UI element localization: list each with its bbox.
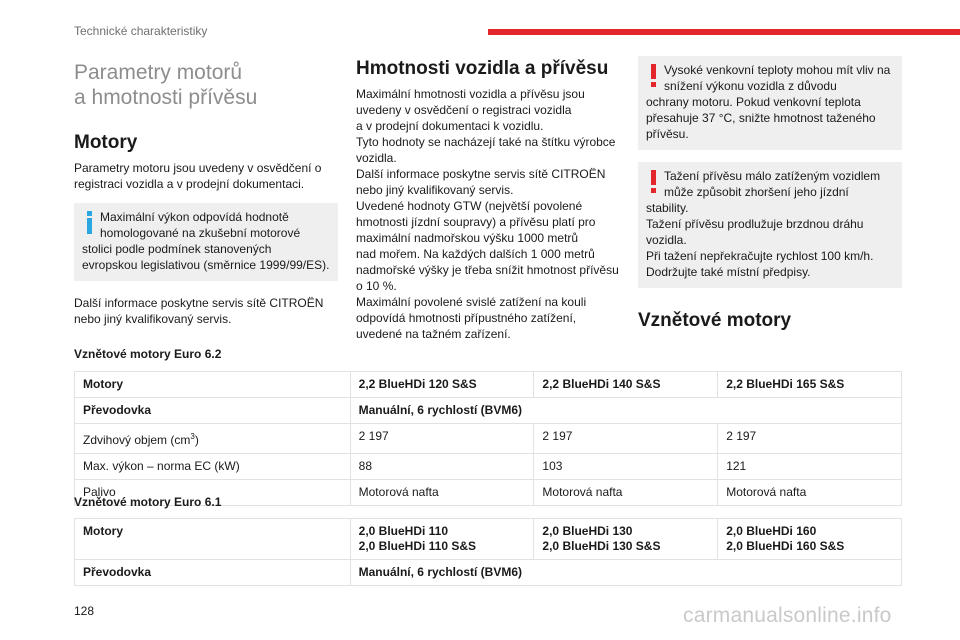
column-right: [638, 56, 902, 338]
warning-note-towing: Tažení přívěsu málo zatíženým vozidlem může způsobit zhoršení jeho jízdní stability. Tažení přívěsu prodlužuje brzdnou dráhu vozidla. Při tažení nepřekračujte rychlost 100 km/h. Dodržujte také místní předpisy.: [638, 162, 902, 288]
table-cell: 121: [718, 454, 902, 480]
paragraph-motory: Parametry motoru jsou uvedeny v osvědčení o registraci vozidla a v prodejní dokumentaci.: [74, 161, 322, 191]
paragraph-line: Další informace poskytne servis sítě CITROËN nebo jiný kvalifikovaný servis.: [356, 167, 606, 197]
table-cell: 2,2 BlueHDi 140 S&S: [534, 372, 718, 398]
table-cell: Manuální, 6 rychlostí (BVM6): [350, 398, 901, 424]
info-icon: [86, 211, 92, 233]
table-row: [75, 519, 902, 560]
paragraph-line: Maximální hmotnosti vozidla a přívěsu jsou uvedeny v osvědčení o registraci vozidla: [356, 87, 585, 117]
table-cell: Max. výkon – norma EC (kW): [75, 454, 351, 480]
table-row: [75, 424, 902, 454]
table-cell: 2,2 BlueHDi 165 S&S: [718, 372, 902, 398]
table-title-euro62: Vznětové motory Euro 6.2: [74, 347, 222, 361]
paragraph-line: a v prodejní dokumentaci k vozidlu.: [356, 119, 544, 133]
table-row: [75, 560, 902, 586]
table-cell: 2,0 BlueHDi 160 2,0 BlueHDi 160 S&S: [718, 519, 902, 560]
column-left: [74, 56, 338, 327]
column-middle: [356, 56, 620, 342]
table-cell: Zdvihový objem $(cm^3)$: [75, 424, 351, 454]
paragraph-line: Tyto hodnoty se nacházejí také na štítku výrobce vozidla.: [356, 135, 616, 165]
table-title-euro61: Vznětové motory Euro 6.1: [74, 495, 222, 509]
table-row: [75, 454, 902, 480]
table-cell: Převodovka: [75, 560, 351, 586]
section-title: Parametry motorů a hmotnosti přívěsu: [74, 61, 258, 109]
table-cell: Převodovka: [75, 398, 351, 424]
paragraph-service: Další informace poskytne servis sítě CITROËN nebo jiný kvalifikovaný servis.: [74, 296, 324, 326]
table-cell: Motorová nafta: [534, 480, 718, 506]
paragraph-line: nad mořem. Na každých dalších 1 000 metrů nadmořské výšky je třeba snížit hmotnost přívěsu o 10 %.: [356, 247, 619, 293]
paragraph-line: Uvedené hodnoty GTW (největší povolené hmotnosti jízdní soupravy) a přívěsu platí pro maximální nadmořskou výšku 1000 metrů: [356, 199, 596, 245]
table-cell: Motory: [75, 372, 351, 398]
table-cell: Motory: [75, 519, 351, 560]
table-cell: 2,2 BlueHDi 120 S&S: [350, 372, 534, 398]
table-cell: Manuální, 6 rychlostí (BVM6): [350, 560, 901, 586]
table-cell: Motorová nafta: [350, 480, 534, 506]
heading-motory: Motory: [74, 132, 138, 153]
table-cell: 2,0 BlueHDi 110 2,0 BlueHDi 110 S&S: [350, 519, 534, 560]
warning-icon: [650, 170, 656, 192]
table-cell: 103: [534, 454, 718, 480]
table-cell: 2,0 BlueHDi 130 2,0 BlueHDi 130 S&S: [534, 519, 718, 560]
table-cell: 2 197: [350, 424, 534, 454]
table-cell: Motorová nafta: [718, 480, 902, 506]
warning-icon: [650, 64, 656, 86]
table-cell: 88: [350, 454, 534, 480]
engine-table-euro62: [74, 371, 902, 506]
table-row: [75, 372, 902, 398]
table-row: [75, 398, 902, 424]
heading-hmotnosti: Hmotnosti vozidla a přívěsu: [356, 58, 609, 79]
engine-table-euro61: [74, 518, 902, 586]
watermark: carmanualsonline.info: [683, 604, 892, 627]
warning-note-temperature: Vysoké venkovní teploty mohou mít vliv na snížení výkonu vozidla z důvodu ochrany motoru. Pokud venkovní teplota přesahuje 37 °C, snižte hmotnost taženého přívěsu.: [638, 56, 902, 150]
info-note: Maximální výkon odpovídá hodnotě homologované na zkušební motorové stolici podle podmínek stanovených evropskou legislativou (směrnice 1999/99/ES).: [74, 203, 338, 281]
page-number: 128: [74, 604, 95, 618]
running-header: Technické charakteristiky: [74, 24, 208, 38]
header-accent-bar: [488, 29, 960, 35]
table-cell: 2 197: [718, 424, 902, 454]
paragraph-line: Maximální povolené svislé zatížení na kouli odpovídá hmotnosti přípustného zatížení, uvedené na tažném zařízení.: [356, 295, 587, 341]
table-cell: Palivo: [75, 480, 351, 506]
table-cell: 2 197: [534, 424, 718, 454]
heading-vznetove-motory: Vznětové motory: [638, 310, 792, 331]
